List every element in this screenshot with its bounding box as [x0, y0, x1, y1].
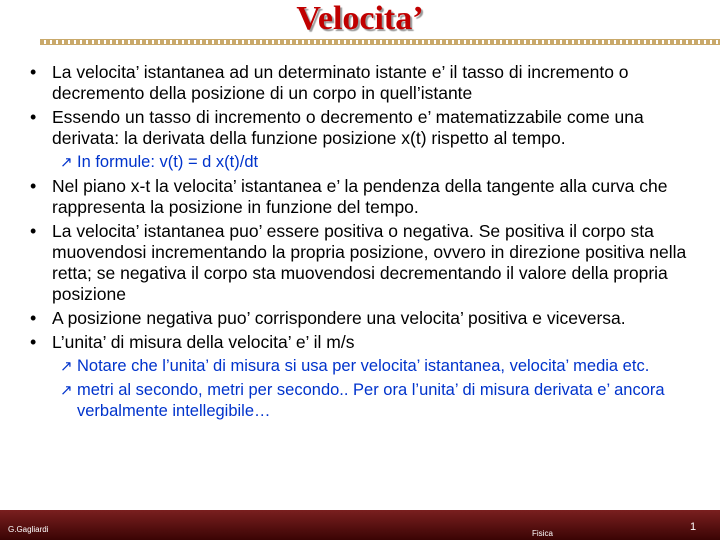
- bullet-text: La velocita’ istantanea ad un determinato istante e’ il tasso di incremento o decremento della posizione di un corpo in quell’istante: [52, 62, 629, 103]
- sub-bullet-text: In formule: v(t) = d x(t)/dt: [77, 153, 259, 171]
- bullet-dot-icon: •: [30, 308, 37, 328]
- bullet-list: [30, 62, 700, 425]
- sub-bullet-item: [30, 380, 700, 422]
- bullet-item: [30, 62, 700, 104]
- bullet-text: A posizione negativa puo’ corrispondere una velocita’ positiva e viceversa.: [52, 308, 626, 328]
- bullet-dot-icon: •: [30, 221, 37, 241]
- footer-bar: [0, 510, 720, 540]
- footer-author: G.Gagliardi: [8, 525, 49, 534]
- bullet-item: [30, 176, 700, 218]
- title-divider: [40, 39, 720, 45]
- footer-subject: Fisica: [532, 529, 553, 538]
- bullet-item: [30, 332, 700, 353]
- sub-bullet-item: [30, 356, 700, 377]
- sub-bullet-text: Notare che l’unita’ di misura si usa per velocita’ istantanea, velocita’ media etc.: [77, 357, 650, 375]
- bullet-item: [30, 308, 700, 329]
- arrow-bullet-icon: ↗: [60, 154, 73, 171]
- slide-title: Velocita’: [296, 0, 424, 37]
- bullet-text: Nel piano x-t la velocita’ istantanea e’ la pendenza della tangente alla curva che rappresenta la posizione in funzione del tempo.: [52, 176, 668, 217]
- bullet-text: La velocita’ istantanea puo’ essere positiva o negativa. Se positiva il corpo sta muovendosi incrementando la propria posizione, ovvero in direzione positiva nella retta; se negativa il corpo sta muovendosi decrementando il valore della propria posizione: [52, 221, 687, 304]
- bullet-dot-icon: •: [30, 176, 37, 196]
- bullet-dot-icon: •: [30, 62, 37, 82]
- bullet-item: [30, 221, 700, 305]
- arrow-bullet-icon: ↗: [60, 382, 73, 399]
- page-number: 1: [690, 521, 697, 533]
- bullet-text: Essendo un tasso di incremento o decremento e’ matematizzabile come una derivata: la derivata della funzione posizione x(t) rispetto al tempo.: [52, 107, 644, 148]
- bullet-dot-icon: •: [30, 107, 37, 127]
- bullet-text: L’unita’ di misura della velocita’ e’ il m/s: [52, 332, 355, 352]
- bullet-dot-icon: •: [30, 332, 37, 352]
- sub-bullet-item: [30, 152, 700, 173]
- bullet-item: [30, 107, 700, 149]
- arrow-bullet-icon: ↗: [60, 358, 73, 375]
- sub-bullet-text: metri al secondo, metri per secondo.. Per ora l’unita’ di misura derivata e’ ancora verbalmente intellegibile…: [77, 381, 665, 420]
